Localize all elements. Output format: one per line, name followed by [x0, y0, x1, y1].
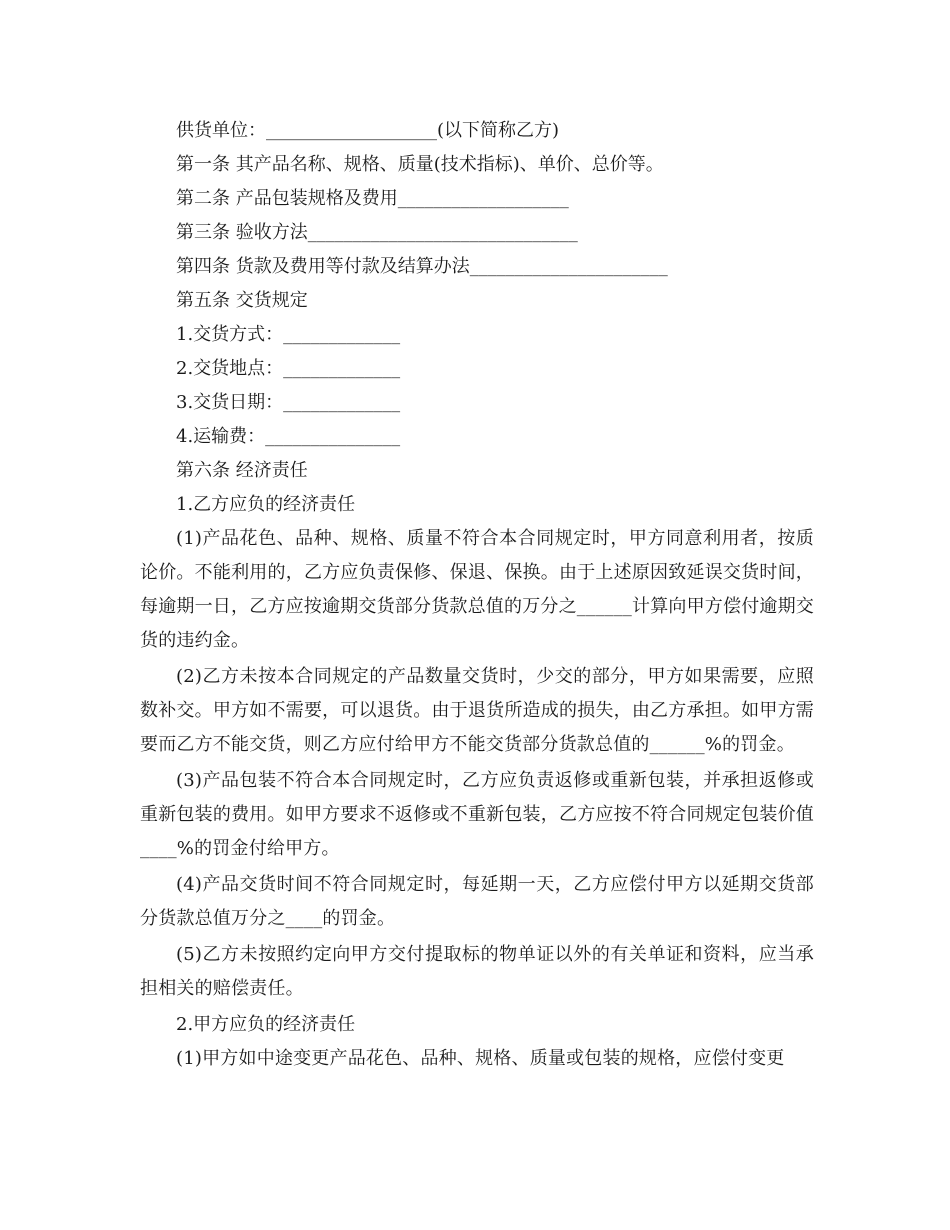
article-5: 第五条 交货规定 — [176, 290, 308, 311]
article-3: 第三条 验收方法______________________________ — [176, 222, 578, 243]
article-6: 第六条 经济责任 — [176, 460, 308, 481]
party-b-liability-heading: 1.乙方应负的经济责任 — [176, 494, 356, 515]
liability-paragraph-3: (3)产品包装不符合本合同规定时，乙方应负责返修或重新包装，并承担返修或重新包装的费用。如甲方要求不返修或不重新包装，乙方应按不符合同规定包装价值____%的罚金付给甲方。 — [140, 770, 814, 859]
liability-paragraph-1: (1)产品花色、品种、规格、质量不符合本合同规定时，甲方同意利用者，按质论价。不能利用的，乙方应负责保修、保退、保换。由于上述原因致延误交货时间，每逾期一日，乙方应按逾期交货部分货款总值的万分之______计算向甲方偿付逾期交货的违约金。 — [140, 528, 814, 651]
transport-fee: 4.运输费：_______________ — [176, 426, 401, 447]
party-a-paragraph-1: (1)甲方如中途变更产品花色、品种、规格、质量或包装的规格，应偿付变更 — [176, 1048, 785, 1069]
delivery-date: 3.交货日期：_____________ — [176, 392, 401, 413]
liability-paragraph-2: (2)乙方未按本合同规定的产品数量交货时，少交的部分，甲方如果需要，应照数补交。甲方如不需要，可以退货。由于退货所造成的损失，由乙方承担。如甲方需要而乙方不能交货，则乙方应付给甲方不能交货部分货款总值的______%的罚金。 — [140, 666, 814, 755]
party-a-liability-heading: 2.甲方应负的经济责任 — [176, 1014, 356, 1035]
article-4: 第四条 货款及费用等付款及结算办法______________________ — [176, 256, 668, 277]
article-1: 第一条 其产品名称、规格、质量(技术指标)、单价、总价等。 — [176, 154, 664, 175]
delivery-location: 2.交货地点：_____________ — [176, 358, 401, 379]
article-2: 第二条 产品包装规格及费用___________________ — [176, 188, 569, 209]
delivery-method: 1.交货方式：_____________ — [176, 324, 401, 345]
liability-paragraph-4: (4)产品交货时间不符合同规定时，每延期一天，乙方应偿付甲方以延期交货部分货款总值万分之____的罚金。 — [140, 874, 814, 929]
supplier-line: 供货单位：___________________(以下简称乙方) — [176, 120, 560, 141]
liability-paragraph-5: (5)乙方未按照约定向甲方交付提取标的物单证以外的有关单证和资料，应当承担相关的赔偿责任。 — [140, 944, 814, 999]
